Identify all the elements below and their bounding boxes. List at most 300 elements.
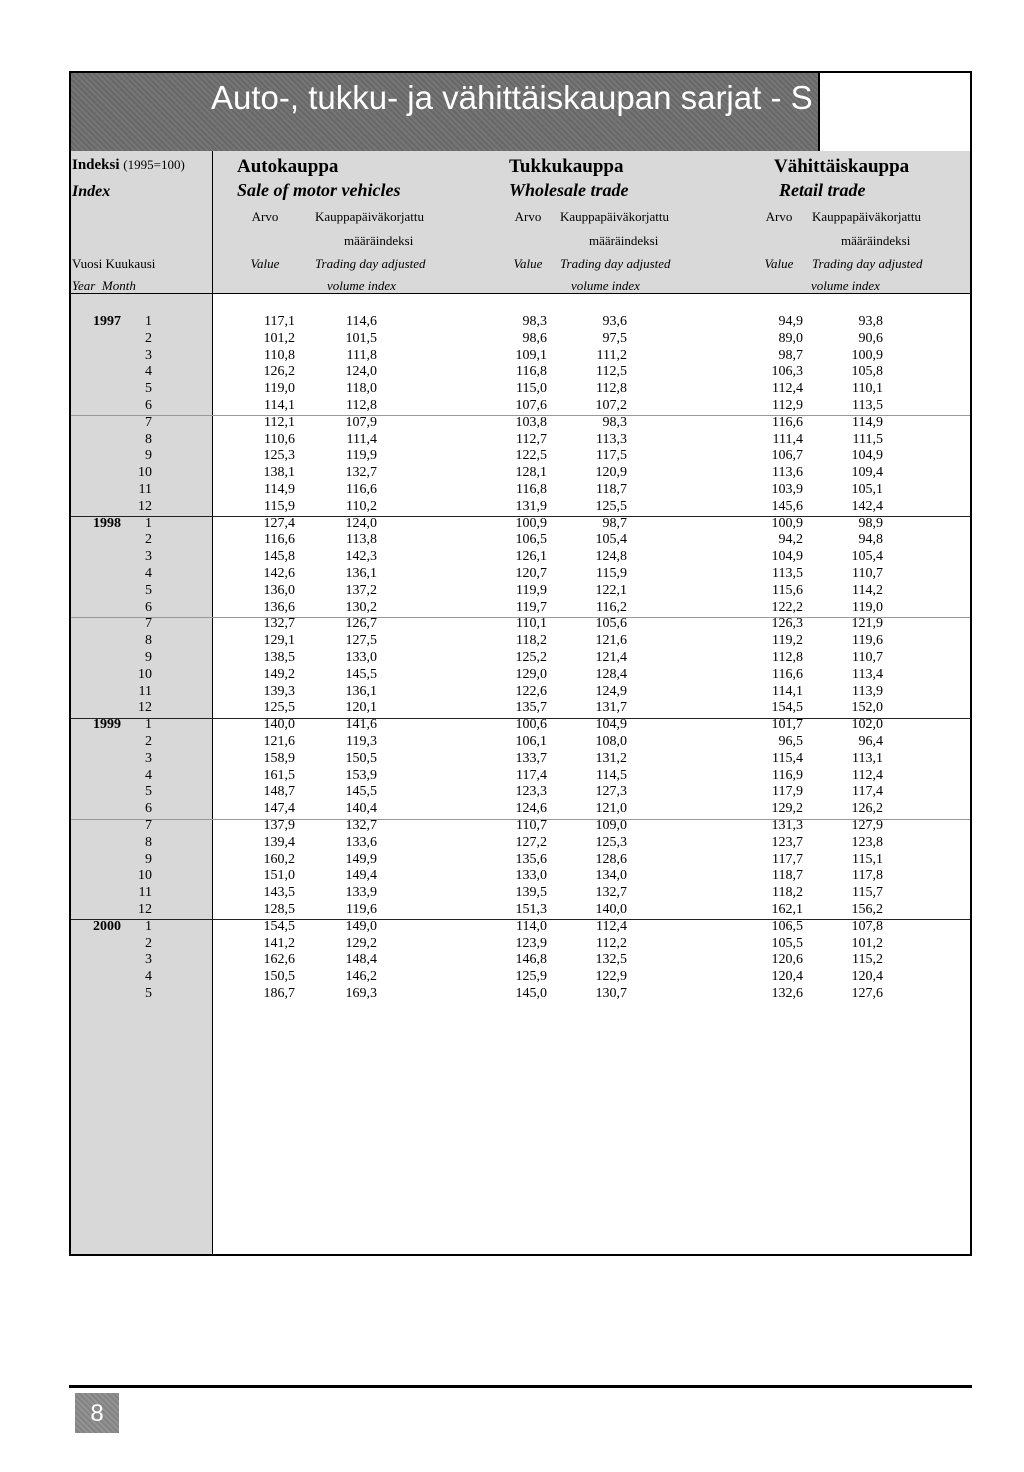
wholesale-value-cell: 119,9 [516, 582, 547, 598]
wholesale-volume-cell: 111,2 [596, 347, 627, 363]
year-cell: 1999 [93, 717, 121, 733]
volume-label-fi-2: määräindeksi [841, 233, 911, 248]
wholesale-volume-cell: 105,4 [595, 532, 627, 548]
volume-label-fi: Kauppapäiväkorjattu [812, 209, 922, 224]
motor-volume-cell: 120,1 [345, 700, 377, 716]
wholesale-value-cell: 135,6 [515, 851, 547, 867]
table-row [71, 448, 970, 465]
value-label-en: Value [250, 256, 280, 271]
wholesale-value-cell: 127,2 [515, 834, 547, 850]
volume-label-fi: Kauppapäiväkorjattu [560, 209, 670, 224]
motor-value-cell: 127,4 [263, 515, 295, 531]
retail-volume-cell: 110,7 [852, 650, 883, 665]
year-month-label-en: Year Month [72, 278, 136, 293]
table-row [71, 331, 970, 348]
table-row [71, 415, 970, 432]
group-title-wholesale-fi: Tukkukauppa [509, 156, 624, 177]
motor-volume-cell: 148,4 [345, 952, 377, 968]
month-cell: 1 [145, 515, 152, 531]
table-row [71, 986, 970, 1003]
table-row [71, 717, 970, 734]
table-row [71, 516, 970, 533]
wholesale-value-cell: 129,0 [515, 666, 547, 682]
motor-value-cell: 119,0 [264, 381, 295, 397]
retail-volume-cell: 109,4 [851, 465, 883, 481]
wholesale-value-cell: 123,9 [515, 935, 547, 951]
motor-value-cell: 161,5 [263, 767, 295, 783]
retail-value-cell: 116,6 [772, 666, 803, 682]
retail-value-cell: 101,7 [771, 717, 803, 733]
wholesale-value-cell: 100,9 [515, 515, 547, 531]
wholesale-volume-cell: 105,6 [595, 616, 627, 632]
retail-value-cell: 162,1 [771, 902, 803, 917]
wholesale-value-cell: 124,6 [515, 801, 547, 817]
retail-value-cell: 115,4 [772, 750, 803, 766]
wholesale-value-cell: 118,2 [516, 633, 547, 649]
wholesale-value-cell: 151,3 [515, 902, 547, 917]
motor-value-cell: 162,6 [263, 952, 295, 968]
retail-volume-cell: 90,6 [858, 330, 883, 346]
wholesale-value-cell: 107,6 [515, 398, 547, 413]
month-cell: 11 [138, 482, 152, 497]
retail-value-cell: 120,6 [771, 952, 803, 968]
motor-volume-cell: 124,0 [345, 515, 377, 531]
page-number-box [75, 1393, 119, 1433]
wholesale-volume-cell: 122,1 [595, 582, 627, 598]
retail-volume-cell: 111,5 [852, 431, 883, 447]
retail-value-cell: 100,9 [771, 515, 803, 531]
retail-volume-cell: 114,9 [852, 414, 883, 430]
table-row [71, 549, 970, 566]
month-cell: 6 [145, 599, 152, 615]
retail-volume-cell: 104,9 [851, 448, 883, 464]
year-cell: 1997 [93, 314, 121, 329]
motor-volume-cell: 133,6 [345, 834, 377, 850]
retail-volume-cell: 113,1 [852, 750, 883, 766]
month-cell: 8 [145, 633, 152, 649]
retail-volume-cell: 126,2 [851, 801, 883, 817]
retail-value-cell: 131,3 [771, 818, 803, 833]
motor-value-cell: 137,9 [263, 818, 295, 833]
retail-volume-cell: 119,0 [852, 599, 883, 615]
wholesale-value-cell: 135,7 [515, 700, 547, 716]
month-cell: 9 [145, 448, 152, 464]
group-title-motor-fi: Autokauppa [237, 156, 339, 177]
page-number: 8 [90, 1400, 104, 1427]
wholesale-value-cell: 131,9 [515, 498, 547, 514]
wholesale-volume-cell: 134,0 [595, 868, 627, 884]
motor-volume-cell: 119,9 [346, 448, 377, 464]
motor-value-cell: 151,0 [263, 868, 295, 884]
motor-volume-cell: 127,5 [345, 633, 377, 649]
wholesale-value-cell: 145,0 [515, 986, 547, 1001]
table-row [71, 919, 970, 936]
motor-volume-cell: 116,6 [346, 482, 377, 497]
month-cell: 3 [145, 549, 152, 565]
motor-volume-cell: 145,5 [345, 784, 377, 800]
motor-value-cell: 125,3 [263, 448, 295, 464]
table-row [71, 583, 970, 600]
retail-volume-cell: 105,4 [851, 549, 883, 565]
motor-value-cell: 136,0 [263, 582, 295, 598]
motor-value-cell: 138,5 [263, 650, 295, 665]
wholesale-value-cell: 110,1 [516, 616, 547, 632]
retail-volume-cell: 105,8 [851, 364, 883, 380]
month-cell: 6 [145, 398, 152, 413]
wholesale-volume-cell: 116,2 [596, 599, 627, 615]
wholesale-volume-cell: 115,9 [596, 566, 627, 581]
motor-value-cell: 141,2 [263, 935, 295, 951]
wholesale-value-cell: 98,6 [522, 330, 547, 346]
table-row [71, 885, 970, 902]
table-row [71, 432, 970, 449]
wholesale-volume-cell: 124,8 [595, 549, 627, 565]
retail-value-cell: 103,9 [771, 482, 803, 497]
table-row [71, 364, 970, 381]
motor-volume-cell: 107,9 [345, 414, 377, 430]
month-cell: 7 [145, 414, 152, 430]
wholesale-value-cell: 133,0 [515, 868, 547, 884]
header-rule [71, 293, 970, 294]
retail-value-cell: 117,7 [772, 851, 803, 867]
retail-volume-cell: 127,6 [851, 986, 883, 1001]
wholesale-volume-cell: 124,9 [595, 683, 627, 699]
value-label-en: Value [764, 256, 794, 271]
motor-value-cell: 101,2 [263, 330, 295, 346]
table-row [71, 381, 970, 398]
motor-value-cell: 125,5 [263, 700, 295, 716]
month-cell: 11 [138, 885, 152, 901]
motor-value-cell: 132,7 [263, 616, 295, 632]
motor-volume-cell: 111,4 [346, 431, 377, 447]
table-row [71, 684, 970, 701]
month-cell: 2 [145, 935, 152, 951]
group-title-wholesale-en: Wholesale trade [509, 180, 629, 200]
retail-value-cell: 111,4 [772, 431, 803, 447]
index-label-fi: Indeksi (1995=100) [72, 157, 185, 173]
volume-label-fi: Kauppapäiväkorjattu [315, 209, 425, 224]
wholesale-volume-cell: 98,3 [602, 414, 627, 430]
wholesale-value-cell: 119,7 [516, 599, 547, 615]
retail-volume-cell: 113,4 [852, 666, 883, 682]
month-cell: 12 [138, 700, 152, 716]
motor-volume-cell: 153,9 [345, 767, 377, 783]
wholesale-value-cell: 98,3 [522, 314, 547, 329]
month-cell: 10 [138, 666, 152, 682]
motor-value-cell: 121,6 [263, 734, 295, 749]
month-cell: 10 [138, 868, 152, 884]
motor-value-cell: 150,5 [263, 969, 295, 985]
retail-value-cell: 122,2 [771, 599, 803, 615]
motor-volume-cell: 136,1 [345, 683, 377, 699]
motor-value-cell: 140,0 [263, 717, 295, 733]
month-cell: 12 [138, 498, 152, 514]
month-cell: 8 [145, 834, 152, 850]
wholesale-value-cell: 146,8 [515, 952, 547, 968]
wholesale-volume-cell: 132,7 [595, 885, 627, 901]
retail-value-cell: 106,7 [771, 448, 803, 464]
table-row [71, 852, 970, 869]
volume-label-en-2: volume index [327, 278, 396, 293]
month-cell: 7 [145, 818, 152, 833]
wholesale-volume-cell: 112,8 [596, 381, 627, 397]
wholesale-volume-cell: 125,5 [595, 498, 627, 514]
wholesale-volume-cell: 125,3 [595, 834, 627, 850]
motor-value-cell: 145,8 [263, 549, 295, 565]
table-row [71, 768, 970, 785]
motor-value-cell: 115,9 [264, 498, 295, 514]
month-cell: 1 [145, 918, 152, 934]
wholesale-volume-cell: 140,0 [595, 902, 627, 917]
table-row [71, 633, 970, 650]
table-row [71, 734, 970, 751]
table-row [71, 314, 970, 331]
wholesale-volume-cell: 107,2 [595, 398, 627, 413]
motor-volume-cell: 119,3 [346, 734, 377, 749]
motor-value-cell: 160,2 [263, 851, 295, 867]
motor-value-cell: 112,1 [264, 414, 295, 430]
month-cell: 2 [145, 734, 152, 749]
motor-value-cell: 143,5 [263, 885, 295, 901]
motor-value-cell: 129,1 [263, 633, 295, 649]
volume-label-fi-2: määräindeksi [344, 233, 414, 248]
retail-value-cell: 112,4 [772, 381, 803, 397]
retail-value-cell: 118,2 [772, 885, 803, 901]
motor-volume-cell: 111,8 [346, 347, 377, 363]
motor-volume-cell: 150,5 [345, 750, 377, 766]
motor-value-cell: 114,9 [264, 482, 295, 497]
motor-value-cell: 116,6 [264, 532, 295, 548]
retail-volume-cell: 115,1 [852, 851, 883, 867]
year-month-label-fi: Vuosi Kuukausi [72, 256, 156, 271]
table-row [71, 936, 970, 953]
wholesale-volume-cell: 121,6 [595, 633, 627, 649]
motor-volume-cell: 145,5 [345, 666, 377, 682]
motor-value-cell: 139,4 [263, 834, 295, 850]
retail-volume-cell: 93,8 [858, 314, 883, 329]
month-cell: 5 [145, 986, 152, 1001]
wholesale-value-cell: 114,0 [516, 918, 547, 934]
retail-volume-cell: 152,0 [851, 700, 883, 716]
wholesale-volume-cell: 114,5 [596, 767, 627, 783]
retail-value-cell: 117,9 [772, 784, 803, 800]
retail-volume-cell: 117,4 [852, 784, 883, 800]
retail-value-cell: 112,9 [772, 398, 803, 413]
motor-volume-cell: 129,2 [345, 935, 377, 951]
motor-value-cell: 136,6 [263, 599, 295, 615]
table-row [71, 650, 970, 667]
retail-value-cell: 105,5 [771, 935, 803, 951]
motor-value-cell: 128,5 [263, 902, 295, 917]
month-cell: 5 [145, 582, 152, 598]
retail-volume-cell: 112,4 [852, 767, 883, 783]
wholesale-volume-cell: 93,6 [602, 314, 627, 329]
retail-value-cell: 94,2 [778, 532, 803, 548]
retail-value-cell: 118,7 [772, 868, 803, 884]
wholesale-value-cell: 116,8 [516, 364, 547, 380]
month-cell: 4 [145, 364, 152, 380]
table-row [71, 952, 970, 969]
group-title-retail-fi: Vähittäiskauppa [774, 156, 910, 177]
motor-volume-cell: 169,3 [345, 986, 377, 1001]
motor-volume-cell: 119,6 [346, 902, 377, 917]
table-row [71, 868, 970, 885]
wholesale-value-cell: 123,3 [515, 784, 547, 800]
retail-volume-cell: 105,1 [851, 482, 883, 497]
month-cell: 5 [145, 381, 152, 397]
month-cell: 2 [145, 532, 152, 548]
month-cell: 4 [145, 767, 152, 783]
motor-value-cell: 139,3 [263, 683, 295, 699]
year-cell: 2000 [93, 918, 121, 934]
index-label-en: Index [72, 183, 111, 200]
retail-value-cell: 94,9 [778, 314, 803, 329]
motor-value-cell: 126,2 [263, 364, 295, 380]
wholesale-volume-cell: 112,4 [596, 918, 627, 934]
table-row [71, 818, 970, 835]
wholesale-volume-cell: 132,5 [595, 952, 627, 968]
wholesale-value-cell: 115,0 [516, 381, 547, 397]
motor-volume-cell: 140,4 [345, 801, 377, 817]
table-row [71, 465, 970, 482]
retail-value-cell: 113,5 [772, 566, 803, 581]
motor-volume-cell: 133,0 [345, 650, 377, 665]
month-cell: 3 [145, 952, 152, 968]
wholesale-volume-cell: 97,5 [602, 330, 627, 346]
retail-volume-cell: 123,8 [851, 834, 883, 850]
wholesale-volume-cell: 109,0 [595, 818, 627, 833]
month-cell: 4 [145, 566, 152, 581]
retail-volume-cell: 102,0 [851, 717, 883, 733]
retail-volume-cell: 127,9 [851, 818, 883, 833]
motor-value-cell: 147,4 [263, 801, 295, 817]
retail-value-cell: 129,2 [771, 801, 803, 817]
value-label-fi: Arvo [251, 209, 279, 224]
wholesale-volume-cell: 128,6 [595, 851, 627, 867]
retail-value-cell: 106,5 [771, 918, 803, 934]
wholesale-value-cell: 126,1 [515, 549, 547, 565]
wholesale-volume-cell: 117,5 [596, 448, 627, 464]
motor-value-cell: 142,6 [263, 566, 295, 581]
table-row [71, 566, 970, 583]
retail-value-cell: 96,5 [778, 734, 803, 749]
month-cell: 2 [145, 330, 152, 346]
motor-value-cell: 110,8 [264, 347, 295, 363]
month-cell: 11 [138, 683, 152, 699]
month-cell: 12 [138, 902, 152, 917]
retail-volume-cell: 114,2 [852, 582, 883, 598]
table-row [71, 616, 970, 633]
month-cell: 10 [138, 465, 152, 481]
volume-label-en-2: volume index [571, 278, 640, 293]
month-cell: 4 [145, 969, 152, 985]
motor-volume-cell: 112,8 [346, 398, 377, 413]
motor-volume-cell: 137,2 [345, 582, 377, 598]
wholesale-value-cell: 122,5 [515, 448, 547, 464]
retail-value-cell: 126,3 [771, 616, 803, 632]
motor-volume-cell: 149,0 [345, 918, 377, 934]
motor-volume-cell: 141,6 [345, 717, 377, 733]
table-row [71, 667, 970, 684]
motor-volume-cell: 149,4 [345, 868, 377, 884]
table-row [71, 902, 970, 919]
table-frame [69, 71, 972, 1256]
month-cell: 8 [145, 431, 152, 447]
month-cell: 6 [145, 801, 152, 817]
wholesale-volume-cell: 130,7 [595, 986, 627, 1001]
retail-value-cell: 119,2 [772, 633, 803, 649]
wholesale-value-cell: 117,4 [516, 767, 547, 783]
wholesale-value-cell: 100,6 [515, 717, 547, 733]
month-cell: 1 [145, 717, 152, 733]
wholesale-value-cell: 116,8 [516, 482, 547, 497]
retail-volume-cell: 101,2 [851, 935, 883, 951]
banner-blank-box [818, 73, 970, 151]
month-cell: 9 [145, 650, 152, 665]
wholesale-value-cell: 112,7 [516, 431, 547, 447]
wholesale-value-cell: 125,9 [515, 969, 547, 985]
retail-volume-cell: 156,2 [851, 902, 883, 917]
motor-volume-cell: 101,5 [345, 330, 377, 346]
value-label-fi: Arvo [514, 209, 542, 224]
motor-value-cell: 114,1 [264, 398, 295, 413]
retail-value-cell: 120,4 [771, 969, 803, 985]
retail-value-cell: 104,9 [771, 549, 803, 565]
motor-value-cell: 117,1 [264, 314, 295, 329]
wholesale-value-cell: 133,7 [515, 750, 547, 766]
table-row [71, 348, 970, 365]
retail-volume-cell: 113,5 [852, 398, 883, 413]
wholesale-value-cell: 125,2 [515, 650, 547, 665]
retail-value-cell: 112,8 [772, 650, 803, 665]
table-row [71, 835, 970, 852]
banner-title: Auto-, tukku- ja vähittäiskaupan sarjat - S [211, 79, 813, 116]
wholesale-volume-cell: 112,2 [596, 935, 627, 951]
footer-rule [69, 1385, 972, 1388]
year-cell: 1998 [93, 515, 121, 531]
motor-volume-cell: 133,9 [345, 885, 377, 901]
motor-volume-cell: 126,7 [345, 616, 377, 632]
wholesale-value-cell: 110,7 [516, 818, 547, 833]
retail-value-cell: 116,9 [772, 767, 803, 783]
table-row [71, 482, 970, 499]
month-cell: 3 [145, 347, 152, 363]
motor-volume-cell: 142,3 [345, 549, 377, 565]
table-row [71, 398, 970, 415]
volume-label-en: Trading day adjusted [560, 256, 671, 271]
volume-label-fi-2: määräindeksi [589, 233, 659, 248]
month-cell: 3 [145, 750, 152, 766]
table-row [71, 784, 970, 801]
wholesale-volume-cell: 120,9 [595, 465, 627, 481]
wholesale-value-cell: 120,7 [515, 566, 547, 581]
retail-volume-cell: 115,7 [852, 885, 883, 901]
wholesale-volume-cell: 127,3 [595, 784, 627, 800]
month-cell: 7 [145, 616, 152, 632]
wholesale-value-cell: 139,5 [515, 885, 547, 901]
motor-volume-cell: 124,0 [345, 364, 377, 380]
retail-volume-cell: 96,4 [858, 734, 883, 749]
retail-volume-cell: 107,8 [851, 918, 883, 934]
table-row [71, 801, 970, 818]
retail-value-cell: 123,7 [771, 834, 803, 850]
table-row [71, 600, 970, 617]
motor-value-cell: 148,7 [263, 784, 295, 800]
retail-value-cell: 115,6 [772, 582, 803, 598]
wholesale-volume-cell: 121,4 [595, 650, 627, 665]
motor-volume-cell: 113,8 [346, 532, 377, 548]
retail-value-cell: 116,6 [772, 414, 803, 430]
